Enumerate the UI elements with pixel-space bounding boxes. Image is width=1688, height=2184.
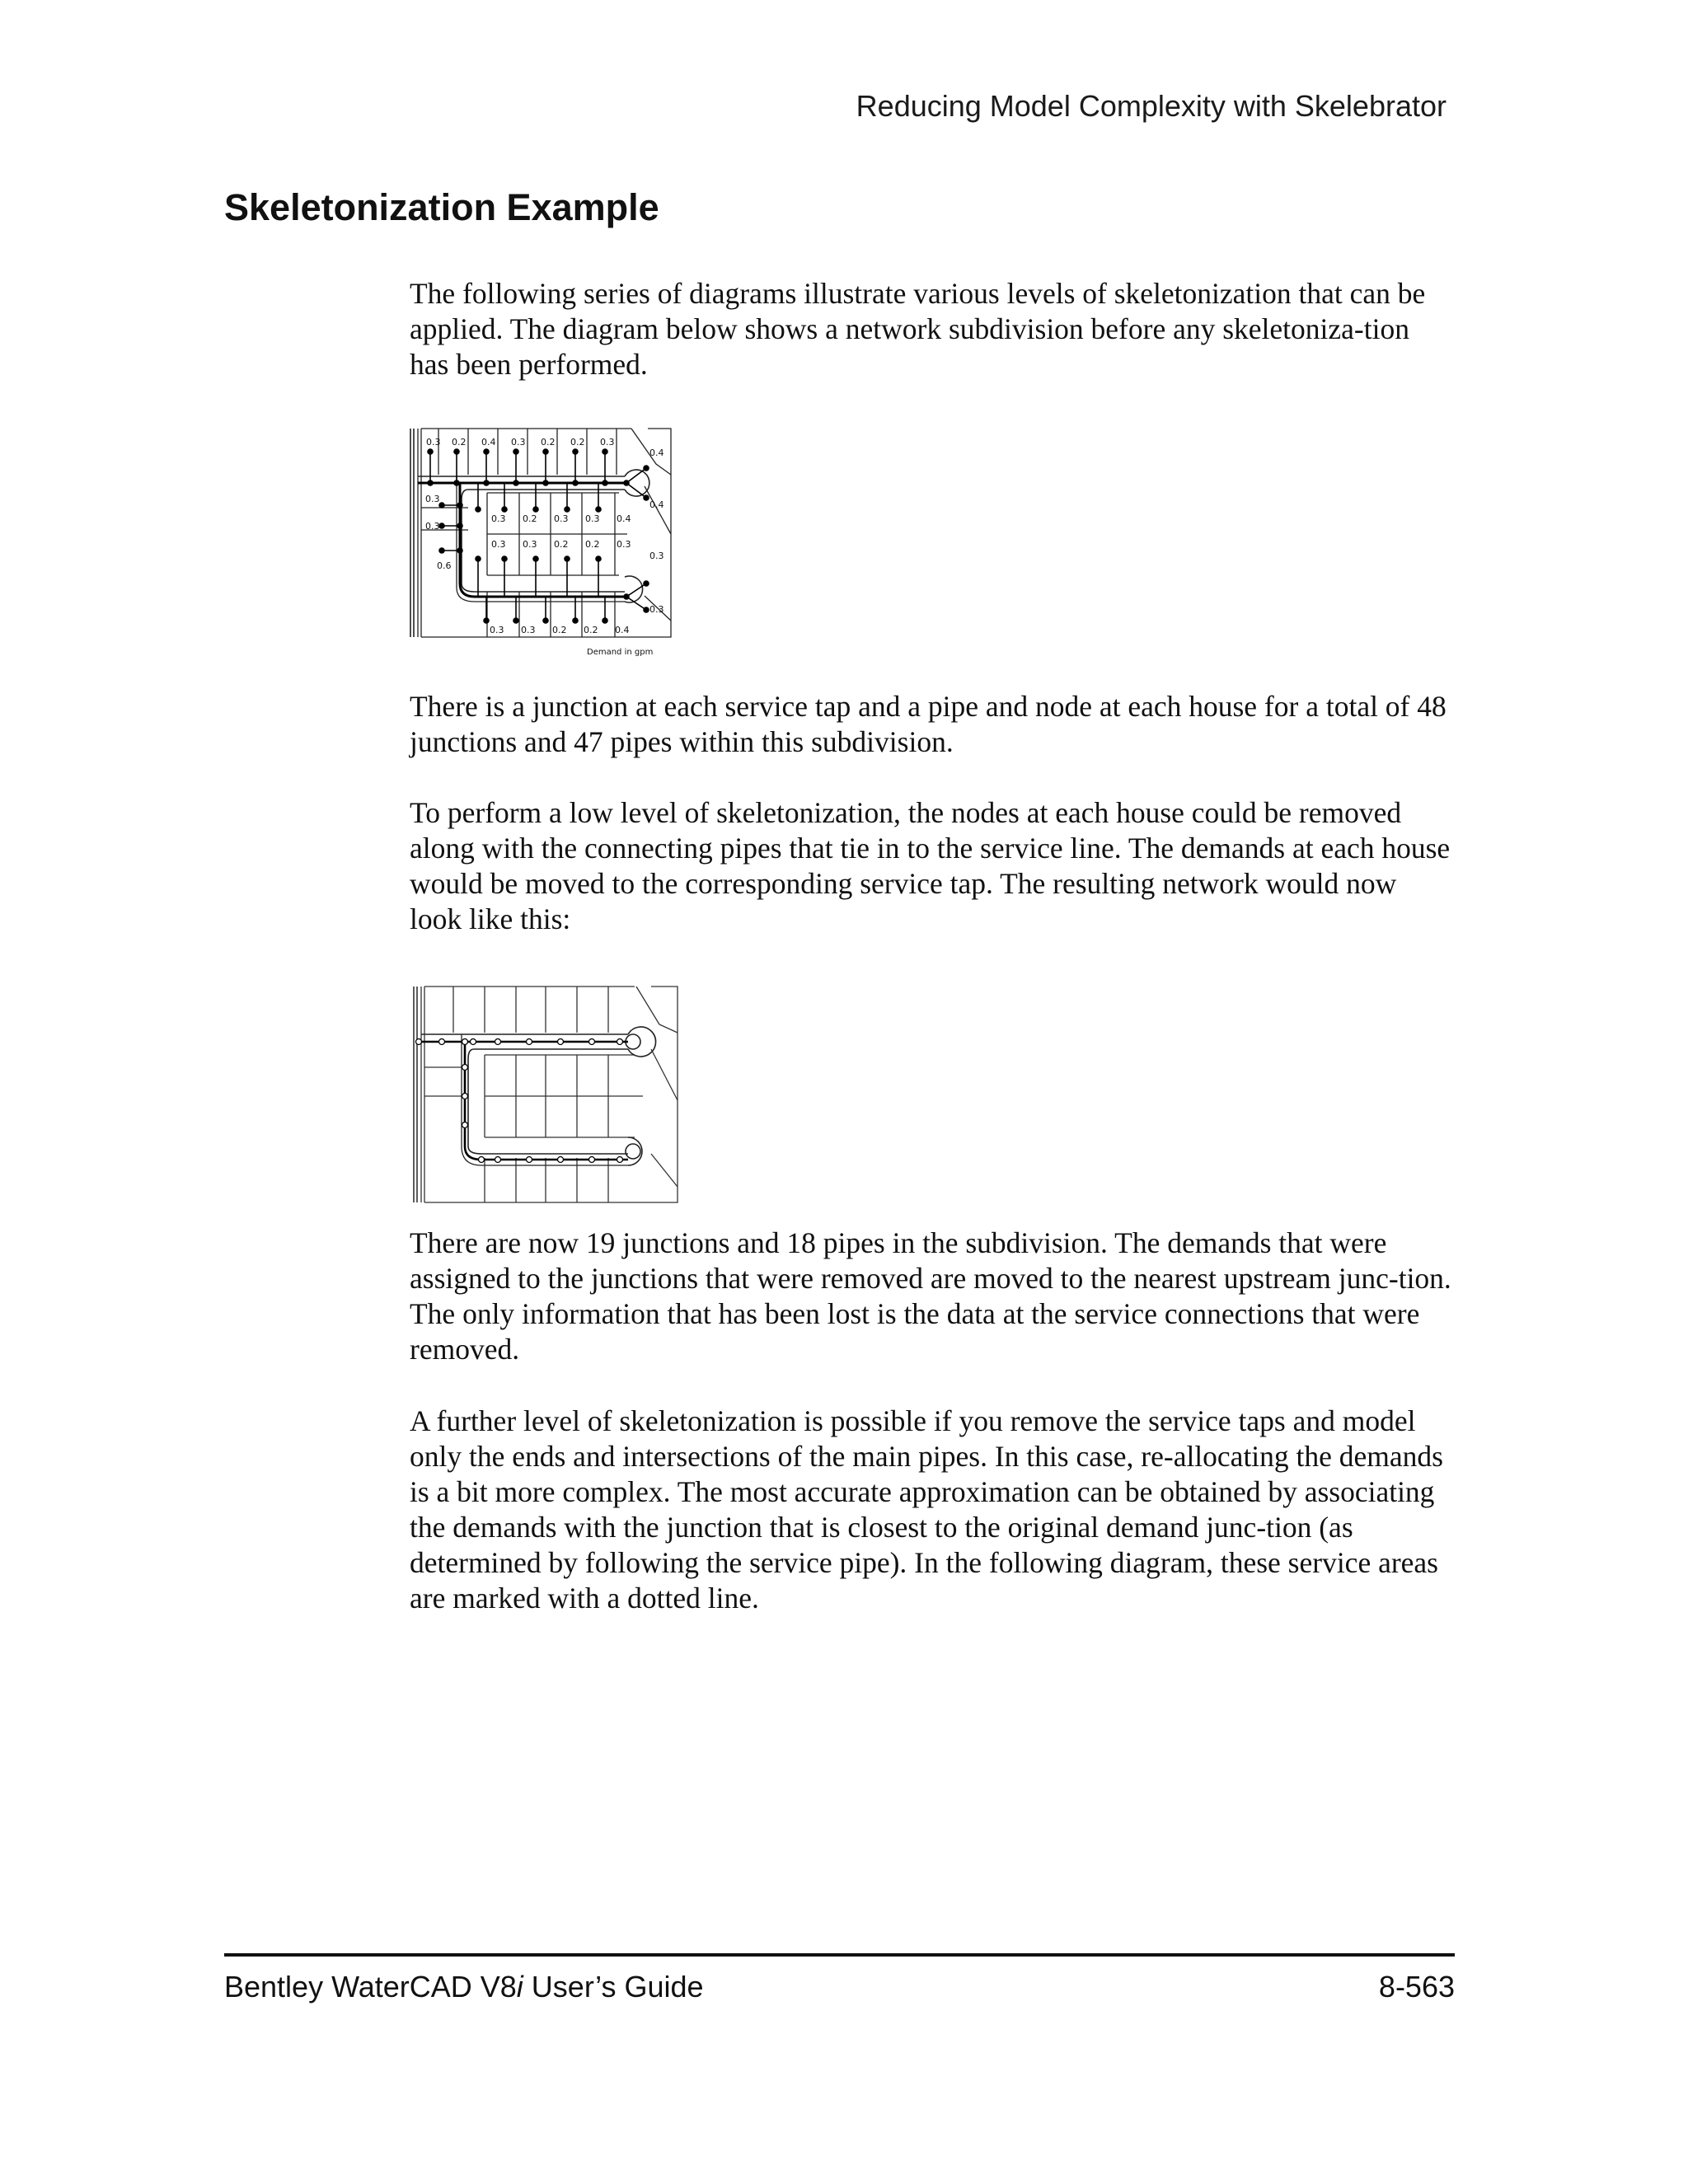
figure-caption: Demand in gpm xyxy=(587,648,654,657)
demand-label: 0.6 xyxy=(437,560,452,571)
demand-label: 0.3 xyxy=(649,604,664,615)
footer-guide-title xyxy=(224,1970,704,2004)
demand-label: 0.2 xyxy=(452,437,467,448)
paragraph-intro: The following series of diagrams illustrate various levels of skeletonization that can be applied. The diagram below shows a network subdivision before any skeletoniza-tion has been performed. xyxy=(410,277,1426,381)
demand-label: 0.3 xyxy=(426,437,441,448)
demand-label: 0.2 xyxy=(552,625,567,635)
demand-label: 0.3 xyxy=(617,539,631,550)
network-diagram-full xyxy=(409,427,674,661)
demand-label: 0.3 xyxy=(649,551,664,561)
demand-label: 0.2 xyxy=(585,539,600,550)
guide-title-post: User’s Guide xyxy=(523,1970,704,2004)
demand-label: 0.3 xyxy=(491,539,506,550)
demand-label: 0.3 xyxy=(491,513,506,524)
demand-label: 0.3 xyxy=(523,539,537,550)
paragraph-further-level: A further level of skeletonization is possible if you remove the service taps and model only the ends and intersections of the main pipes. In this case, re-allocating the demands is a bit more complex. The most accurate approximation can be obtained by associating the demands with the junction that is closest to the original demand junc-tion (as determined by following the service pipe). In the following diagram, these service areas are marked with a dotted line. xyxy=(410,1404,1443,1615)
demand-label: 0.3 xyxy=(425,521,440,532)
demand-label: 0.3 xyxy=(585,513,600,524)
guide-title-pre: Bentley WaterCAD V8 xyxy=(224,1970,517,2004)
demand-label: 0.3 xyxy=(600,437,615,448)
figure-network-unskeletonized xyxy=(409,427,674,661)
guide-title-italic: i xyxy=(516,1970,523,2004)
demand-label: 0.3 xyxy=(490,625,504,635)
demand-label: 0.2 xyxy=(584,625,598,635)
paragraph-junction-count: There is a junction at each service tap and a pipe and node at each house for a total of 48 junctions and 47 pipes within this subdivision. xyxy=(410,690,1447,758)
running-header: Reducing Model Complexity with Skelebrator xyxy=(856,89,1447,123)
demand-label: 0.4 xyxy=(649,448,664,458)
demand-label: 0.2 xyxy=(554,539,569,550)
network-diagram-reduced xyxy=(412,985,680,1206)
section-title: Skeletonization Example xyxy=(224,186,659,228)
demand-label: 0.4 xyxy=(617,513,631,524)
demand-label: 0.2 xyxy=(570,437,585,448)
demand-label: 0.3 xyxy=(554,513,569,524)
demand-label: 0.3 xyxy=(511,437,526,448)
demand-label: 0.4 xyxy=(481,437,496,448)
demand-label: 0.3 xyxy=(425,494,440,504)
demand-label: 0.3 xyxy=(521,625,536,635)
paragraph-after-low-level: There are now 19 junctions and 18 pipes in the subdivision. The demands that were assigned to the junctions that were removed are moved to the nearest upstream junc-tion. The only information that has been lost is the data at the service connections that were removed. xyxy=(410,1226,1451,1366)
demand-label: 0.4 xyxy=(649,499,664,510)
demand-label: 0.4 xyxy=(615,625,630,635)
footer-rule xyxy=(224,1953,1455,1957)
demand-label: 0.2 xyxy=(523,513,537,524)
demand-label: 0.2 xyxy=(541,437,556,448)
paragraph-low-level: To perform a low level of skeletonization, the nodes at each house could be removed along with the connecting pipes that tie in to the service line. The demands at each house would be moved to the corresponding service tap. The resulting network would now look like this: xyxy=(410,796,1451,935)
page-number: 8-563 xyxy=(1378,1970,1455,2004)
figure-network-low-skeletonization xyxy=(412,985,680,1206)
